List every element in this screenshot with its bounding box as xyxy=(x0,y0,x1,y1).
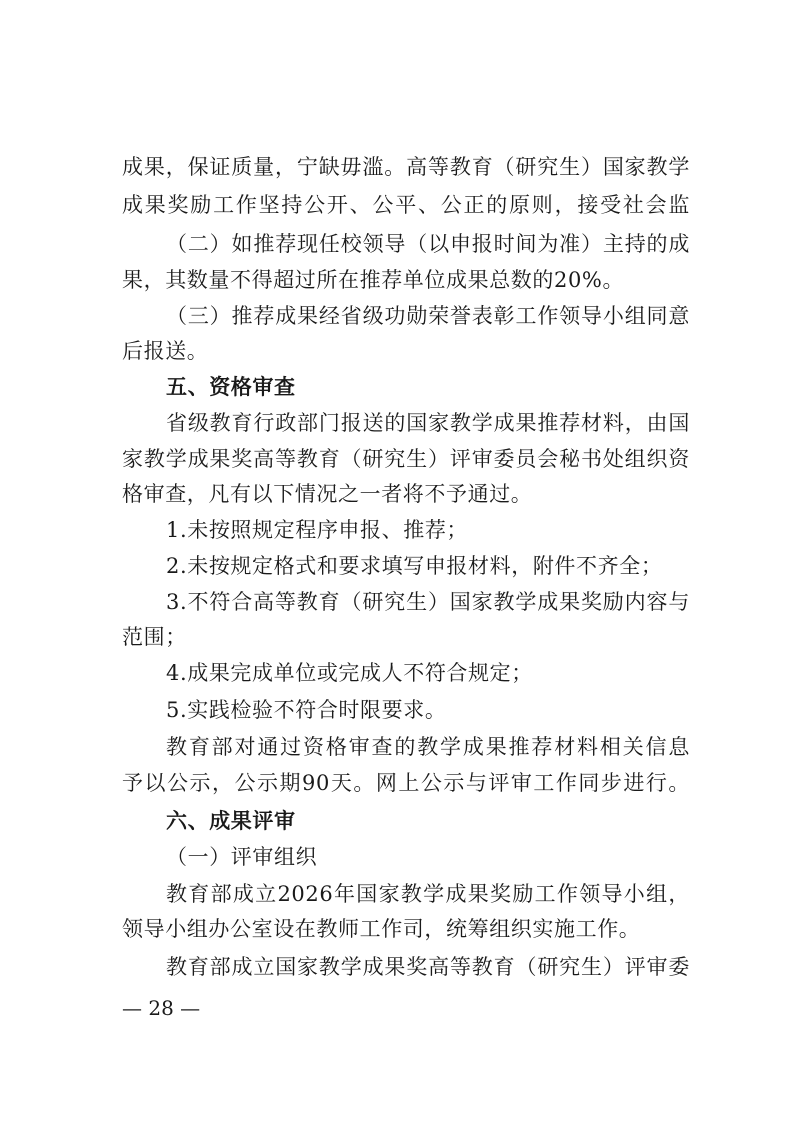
text-line: 教育部对通过资格审查的教学成果推荐材料相关信息 xyxy=(166,735,690,759)
list-item: 4.成果完成单位或完成人不符合规定； xyxy=(166,661,533,685)
list-item: 3.不符合高等教育（研究生）国家教学成果奖励内容与 xyxy=(166,590,690,614)
list-item: 1.未按照规定程序申报、推荐； xyxy=(166,518,469,542)
text-line: 领导小组办公室设在教师工作司，统筹组织实施工作。 xyxy=(122,917,641,941)
section-heading: 五、资格审查 xyxy=(166,375,296,399)
text-line: 予以公示，公示期90天。网上公示与评审工作同步进行。 xyxy=(122,771,690,795)
section-heading: 六、成果评审 xyxy=(166,809,296,833)
text-line: 果，其数量不得超过所在推荐单位成果总数的20%。 xyxy=(122,268,625,292)
text-line: （二）如推荐现任校领导（以申报时间为准）主持的成 xyxy=(166,232,690,256)
text-line: 范围； xyxy=(122,625,187,649)
text-line: 成果，保证质量，宁缺毋滥。高等教育（研究生）国家教学 xyxy=(122,155,690,179)
text-line: 省级教育行政部门报送的国家教学成果推荐材料，由国 xyxy=(166,411,690,435)
text-line: 教育部成立国家教学成果奖高等教育（研究生）评审委 xyxy=(166,955,690,979)
text-line: （三）推荐成果经省级功勋荣誉表彰工作领导小组同意 xyxy=(166,304,690,328)
text-line: 成果奖励工作坚持公开、公平、公正的原则，接受社会监 xyxy=(122,193,690,217)
list-item: 2.未按规定格式和要求填写申报材料，附件不齐全； xyxy=(166,554,663,578)
page-number: — 28 — xyxy=(122,996,201,1020)
text-line: 后报送。 xyxy=(122,339,209,363)
subsection-heading: （一）评审组织 xyxy=(166,845,318,869)
text-line: 家教学成果奖高等教育（研究生）评审委员会秘书处组织资 xyxy=(122,447,690,471)
text-line: 教育部成立2026年国家教学成果奖励工作领导小组， xyxy=(166,882,690,906)
text-line: 格审查，凡有以下情况之一者将不予通过。 xyxy=(122,482,533,506)
list-item: 5.实践检验不符合时限要求。 xyxy=(166,698,447,722)
